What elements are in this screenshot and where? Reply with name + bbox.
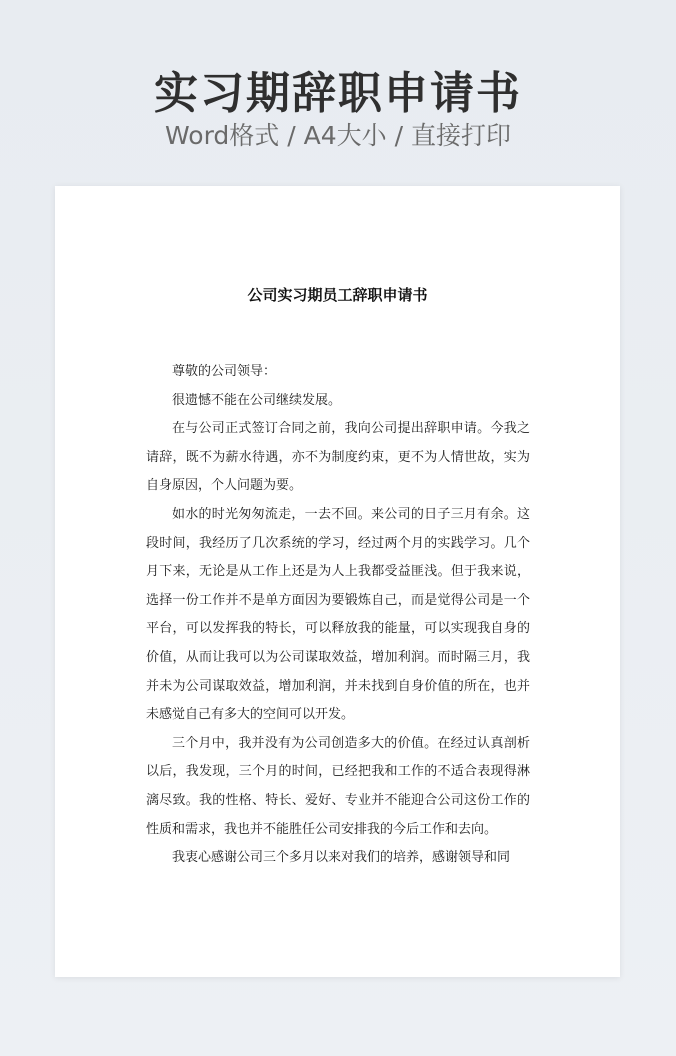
document-page bbox=[55, 186, 620, 977]
paragraph: 我衷心感谢公司三个多月以来对我们的培养，感谢领导和同 bbox=[172, 850, 511, 866]
paragraph: 如水的时光匆匆流走，一去不回。来公司的日子三月有余。这段时间，我经历了几次系统的学习，经过两个月的实践学习。几个月下来，无论是从工作上还是为人上我都受益匪浅。但于我来说，选择一份工作并不是单方面因为要锻炼自己，而是觉得公司是一个平台，可以发挥我的特长，可以释放我的能量，可以实现我自身的价值，从而让我可以为公司谋取效益，增加利润。而时隔三月，我并未为公司谋取效益，增加利润，并未找到自身价值的所在，也并未感觉自己有多大的空间可以开发。 bbox=[146, 506, 530, 723]
salutation: 尊敬的公司领导： bbox=[172, 364, 277, 379]
paragraph: 在与公司正式签订合同之前，我向公司提出辞职申请。今我之请辞，既不为薪水待遇，亦不为制度约束，更不为人情世故，实为自身原因，个人问题为要。 bbox=[146, 421, 530, 494]
paragraph: 三个月中，我并没有为公司创造多大的价值。在经过认真剖析以后，我发现，三个月的时间，已经把我和工作的不适合表现得淋漓尽致。我的性格、特长、爱好、专业并不能迎合公司这份工作的性质和需求，我也并不能胜任公司安排我的今后工作和去向。 bbox=[146, 735, 530, 837]
page-title: 实习期辞职申请书 bbox=[154, 68, 522, 119]
document-body bbox=[146, 358, 530, 873]
paragraph: 很遗憾不能在公司继续发展。 bbox=[172, 392, 342, 408]
page-subtitle: Word格式 / A4大小 / 直接打印 bbox=[165, 121, 511, 150]
document-title: 公司实习期员工辞职申请书 bbox=[247, 286, 428, 304]
